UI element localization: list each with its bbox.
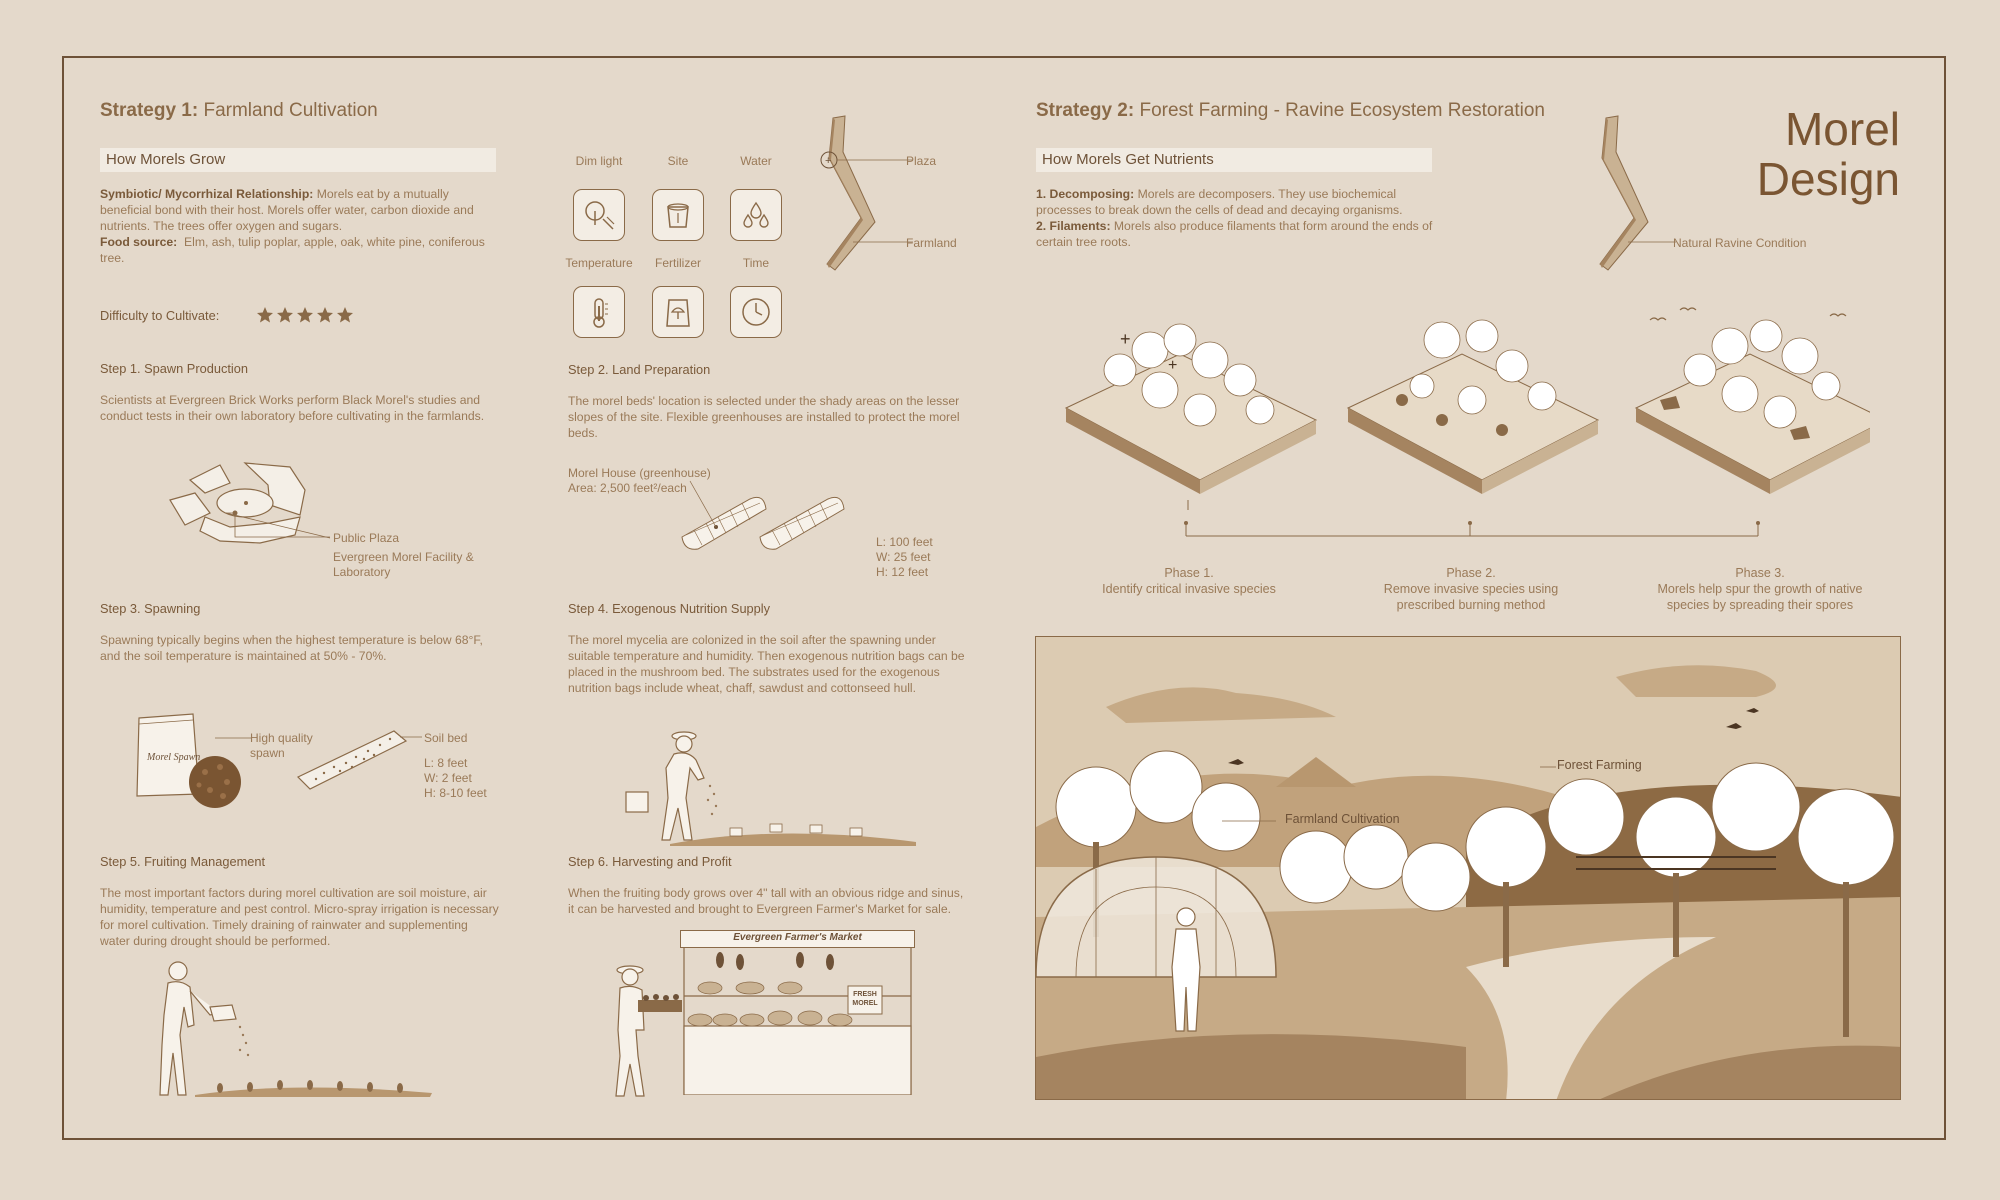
clock-icon xyxy=(730,286,782,338)
step2-text: The morel beds' location is selected under the shady areas on the lesser slopes of the site. Flexible greenhouses are installed to protect the morel beds. xyxy=(568,394,960,440)
phase-connector xyxy=(1180,518,1770,548)
ravine-label: Natural Ravine Condition xyxy=(1673,236,1807,250)
soil-length: L: 8 feet xyxy=(424,756,468,770)
step5-text: The most important factors during morel cultivation are soil moisture, air humidity, temperature and pest control. Micro-spray irrigation is necessary for morel cultivation. Timely draining of rainwater and supplementing water during drought should be performed. xyxy=(100,886,499,948)
site-icon xyxy=(652,189,704,241)
step5-title: Step 5. Fruiting Management xyxy=(100,854,266,869)
phase1-caption xyxy=(1086,565,1292,597)
star-icon xyxy=(257,307,273,323)
spawn-bag-text: Morel Spawn xyxy=(147,752,201,763)
factor-label-site: Site xyxy=(667,154,689,168)
soil-width: W: 2 feet xyxy=(424,771,472,785)
facility-label: Evergreen Morel Facility & Laboratory xyxy=(333,550,474,579)
main-title-line1: Morel xyxy=(1784,103,1900,155)
greenhouse-dims xyxy=(876,535,933,580)
main-title-line2: Design xyxy=(1756,153,1900,205)
forest-farming-label: Forest Farming xyxy=(1557,758,1642,772)
phase1-text: Identify critical invasive species xyxy=(1102,582,1276,596)
phase3-text: Morels help spur the growth of native species by spreading their spores xyxy=(1657,582,1863,612)
spreading-person-illustration xyxy=(620,728,920,848)
strategy1-prefix: Strategy 1: xyxy=(100,100,199,121)
phase3-title: Phase 3. xyxy=(1735,566,1785,580)
step1-text: Scientists at Evergreen Brick Works perform Black Morel's studies and conduct tests in their own laboratory before cultivating in the farmlands. xyxy=(100,393,485,423)
food-source-text: Elm, ash, tulip poplar, apple, oak, white pine, coniferous tree. xyxy=(100,235,485,265)
step3-text: Spawning typically begins when the highest temperature is below 68°F, and the soil temperature is maintained at 50% - 70%. xyxy=(100,633,483,663)
star-icon xyxy=(337,307,353,323)
soil-bed-dims xyxy=(424,756,487,801)
soil-bed-label: Soil bed xyxy=(424,731,468,745)
svg-text:+: + xyxy=(1120,329,1131,349)
factor-label-water: Water xyxy=(740,154,772,168)
how-grow-text xyxy=(100,186,500,266)
step1-title: Step 1. Spawn Production xyxy=(100,361,248,376)
strategy2-heading xyxy=(1036,100,1545,122)
forest-farming-scene xyxy=(1035,636,1901,1100)
watering-person-illustration xyxy=(140,955,440,1100)
filaments-text: Morels also produce filaments that form around the ends of certain tree roots. xyxy=(1036,219,1433,249)
strategy1-heading xyxy=(100,100,378,122)
farmers-market-stall xyxy=(680,930,915,1095)
greenhouse-name: Morel House (greenhouse) xyxy=(568,466,711,480)
greenhouse-height: H: 12 feet xyxy=(876,565,929,579)
relationship-label: Symbiotic/ Mycorrhizal Relationship: xyxy=(100,187,314,201)
ravine-map-drawing xyxy=(1588,112,1678,277)
greenhouse-drawing xyxy=(680,475,880,555)
public-plaza-label: Public Plaza xyxy=(333,531,400,545)
factor-label-temperature: Temperature xyxy=(565,256,633,270)
difficulty-rating xyxy=(256,306,356,324)
factor-label-fertilizer: Fertilizer xyxy=(654,256,701,270)
phase2-text: Remove invasive species using prescribed burning method xyxy=(1383,582,1559,612)
phase2-block xyxy=(1348,320,1598,494)
how-grow-heading: How Morels Grow xyxy=(100,148,496,172)
phase1-title: Phase 1. xyxy=(1164,566,1214,580)
thermometer-icon xyxy=(573,286,625,338)
star-icon xyxy=(277,307,293,323)
food-source-label: Food source: xyxy=(100,235,178,249)
nutrients-heading: How Morels Get Nutrients xyxy=(1036,148,1432,172)
plaza-label: Plaza xyxy=(906,154,937,168)
greenhouse-area: Area: 2,500 feet²/each xyxy=(568,481,687,495)
star-icon xyxy=(297,307,313,323)
spawn-label: High quality spawn xyxy=(250,731,313,760)
step4-title: Step 4. Exogenous Nutrition Supply xyxy=(568,601,771,616)
spawn-pile xyxy=(185,752,245,812)
step2-title: Step 2. Land Preparation xyxy=(568,362,711,377)
soil-height: H: 8-10 feet xyxy=(424,786,487,800)
step4-text: The morel mycelia are colonized in the soil after the spawning under suitable temperature and humidity. Then exogenous nutrition bags can be placed in the mushroom bed. The substrates used for the exogenous nutrition bags include wheat, chaff, sawdust and cottonseed hull. xyxy=(568,633,965,695)
water-icon xyxy=(730,189,782,241)
greenhouse-length: L: 100 feet xyxy=(876,535,933,549)
factor-label-dim-light: Dim light xyxy=(575,154,623,168)
site-map-drawing xyxy=(815,112,925,277)
spawn-leader xyxy=(215,733,255,743)
step6-title: Step 6. Harvesting and Profit xyxy=(568,854,732,869)
relationship-text: Morels eat by a mutually beneficial bond with their host. Morels offer water, carbon dioxide and nutrients. The trees offer oxygen and sugars. xyxy=(100,187,474,233)
market-sign: Evergreen Farmer's Market xyxy=(733,932,862,943)
main-title xyxy=(1700,104,1900,204)
difficulty-label: Difficulty to Cultivate: xyxy=(100,308,220,323)
fertilizer-icon xyxy=(652,286,704,338)
strategy1-title: Farmland Cultivation xyxy=(203,100,378,121)
strategy2-title: Forest Farming - Ravine Ecosystem Restoration xyxy=(1139,100,1545,121)
phase2-title: Phase 2. xyxy=(1446,566,1496,580)
farmland-label: Farmland xyxy=(906,236,957,250)
fresh-morel-sign: FRESH MOREL xyxy=(852,991,878,1007)
harvester-illustration xyxy=(606,960,686,1100)
decomposing-label: 1. Decomposing: xyxy=(1036,187,1135,201)
decomposing-text: Morels are decomposers. They use biochemical processes to break down the cells of dead and decaying organisms. xyxy=(1036,187,1403,217)
phase-diagrams xyxy=(1060,300,1870,510)
phase2-caption xyxy=(1366,565,1576,613)
svg-text:+: + xyxy=(1168,357,1178,374)
phase3-block xyxy=(1636,308,1870,494)
star-icon xyxy=(317,307,333,323)
soil-bed-drawing xyxy=(294,725,424,795)
strategy2-prefix: Strategy 2: xyxy=(1036,100,1135,121)
phase1-block xyxy=(1066,324,1316,494)
dim-light-icon xyxy=(573,189,625,241)
step6-text: When the fruiting body grows over 4" tall with an obvious ridge and sinus, it can be harvested and brought to Evergreen Farmer's Market for sale. xyxy=(568,886,964,916)
filaments-label: 2. Filaments: xyxy=(1036,219,1111,233)
greenhouse-width: W: 25 feet xyxy=(876,550,931,564)
step3-title: Step 3. Spawning xyxy=(100,601,201,616)
phase3-caption xyxy=(1650,565,1870,613)
svg-text:+: + xyxy=(825,155,832,167)
facility-leader-lines xyxy=(220,505,335,555)
nutrients-text xyxy=(1036,186,1436,250)
factor-label-time: Time xyxy=(742,256,770,270)
farmland-cultivation-label: Farmland Cultivation xyxy=(1285,812,1400,826)
